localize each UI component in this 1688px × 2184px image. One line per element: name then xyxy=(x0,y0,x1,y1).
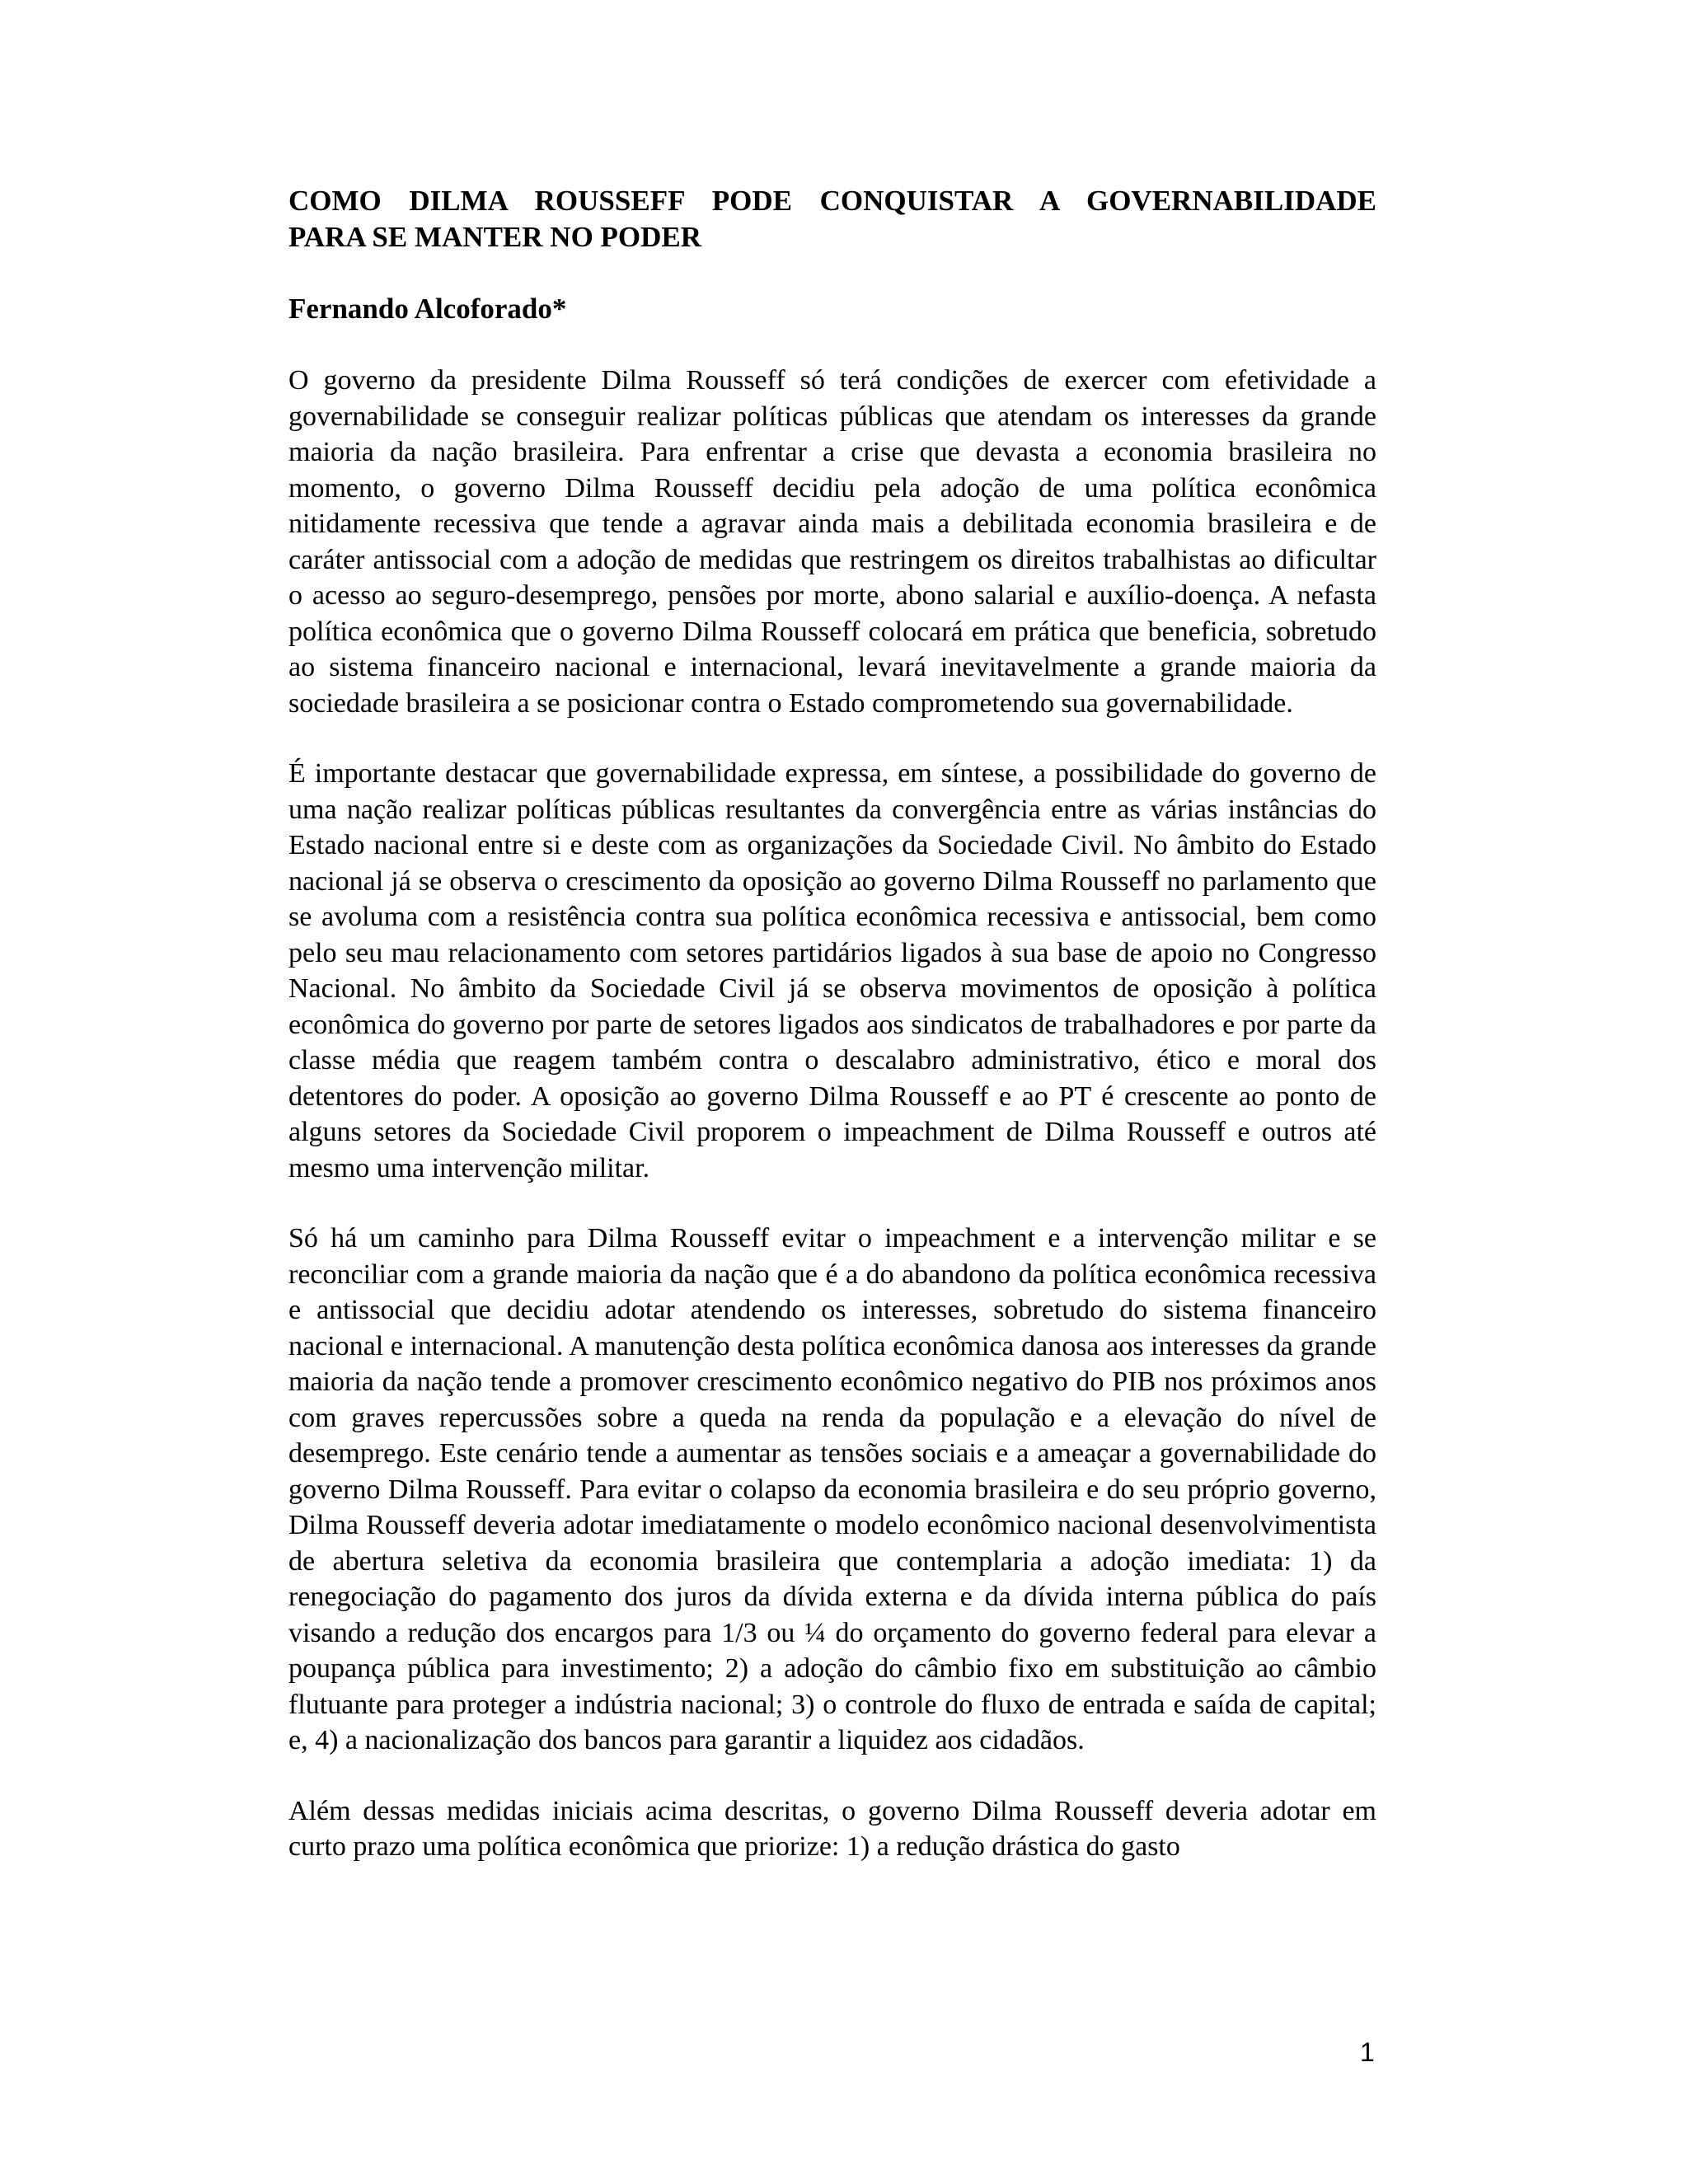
page-number: 1 xyxy=(1360,2037,1375,2067)
paragraph-1: O governo da presidente Dilma Rousseff só terá condições de exercer com efetividade a governabilidade se conseguir realizar políticas públicas que atendam os interesses da grande maioria da nação brasileira. Para enfrentar a crise que devasta a economia brasileira no momento, o governo Dilma Rousseff decidiu pela adoção de uma política econômica nitidamente recessiva que tende a agravar ainda mais a debilitada economia brasileira e de caráter antissocial com a adoção de medidas que restringem os direitos trabalhistas ao dificultar o acesso ao seguro-desemprego, pensões por morte, abono salarial e auxílio-doença. A nefasta política econômica que o governo Dilma Rousseff colocará em prática que beneficia, sobretudo ao sistema financeiro nacional e internacional, levará inevitavelmente a grande maioria da sociedade brasileira a se posicionar contra o Estado comprometendo sua governabilidade. xyxy=(288,365,1376,719)
title-line-1: COMO DILMA ROUSSEFF PODE CONQUISTAR A GOVERNABILIDADE xyxy=(288,185,1376,217)
author-name: Fernando Alcoforado* xyxy=(288,293,567,325)
paragraph-2: É importante destacar que governabilidade expressa, em síntese, a possibilidade do governo de uma nação realizar políticas públicas resultantes da convergência entre as várias instâncias do Estado nacional entre si e deste com as organizações da Sociedade Civil. No âmbito do Estado nacional já se observa o crescimento da oposição ao governo Dilma Rousseff no parlamento que se avoluma com a resistência contra sua política econômica recessiva e antissocial, bem como pelo seu mau relacionamento com setores partidários ligados à sua base de apoio no Congresso Nacional. No âmbito da Sociedade Civil já se observa movimentos de oposição à política econômica do governo por parte de setores ligados aos sindicatos de trabalhadores e por parte da classe média que reagem também contra o descalabro administrativo, ético e moral dos detentores do poder. A oposição ao governo Dilma Rousseff e ao PT é crescente ao ponto de alguns setores da Sociedade Civil proporem o impeachment de Dilma Rousseff e outros até mesmo uma intervenção militar. xyxy=(288,758,1376,1183)
title-line-2: PARA SE MANTER NO PODER xyxy=(288,221,702,253)
document-title xyxy=(288,183,1376,255)
document-page xyxy=(288,183,1376,1865)
paragraph-3: Só há um caminho para Dilma Rousseff evitar o impeachment e a intervenção militar e se reconciliar com a grande maioria da nação que é a do abandono da política econômica recessiva e antissocial que decidiu adotar atendendo os interesses, sobretudo do sistema financeiro nacional e internacional. A manutenção desta política econômica danosa aos interesses da grande maioria da nação tende a promover crescimento econômico negativo do PIB nos próximos anos com graves repercussões sobre a queda na renda da população e a elevação do nível de desemprego. Este cenário tende a aumentar as tensões sociais e a ameaçar a governabilidade do governo Dilma Rousseff. Para evitar o colapso da economia brasileira e do seu próprio governo, Dilma Rousseff deveria adotar imediatamente o modelo econômico nacional desenvolvimentista de abertura seletiva da economia brasileira que contemplaria a adoção imediata: 1) da renegociação do pagamento dos juros da dívida externa e da dívida interna pública do país visando a redução dos encargos para 1/3 ou ¼ do orçamento do governo federal para elevar a poupança pública para investimento; 2) a adoção do câmbio fixo em substituição ao câmbio flutuante para proteger a indústria nacional; 3) o controle do fluxo de entrada e saída de capital; e, 4) a nacionalização dos bancos para garantir a liquidez aos cidadãos. xyxy=(288,1223,1376,1755)
paragraph-4: Além dessas medidas iniciais acima descritas, o governo Dilma Rousseff deveria adotar em curto prazo uma política econômica que priorize: 1) a redução drástica do gasto xyxy=(288,1795,1376,1862)
